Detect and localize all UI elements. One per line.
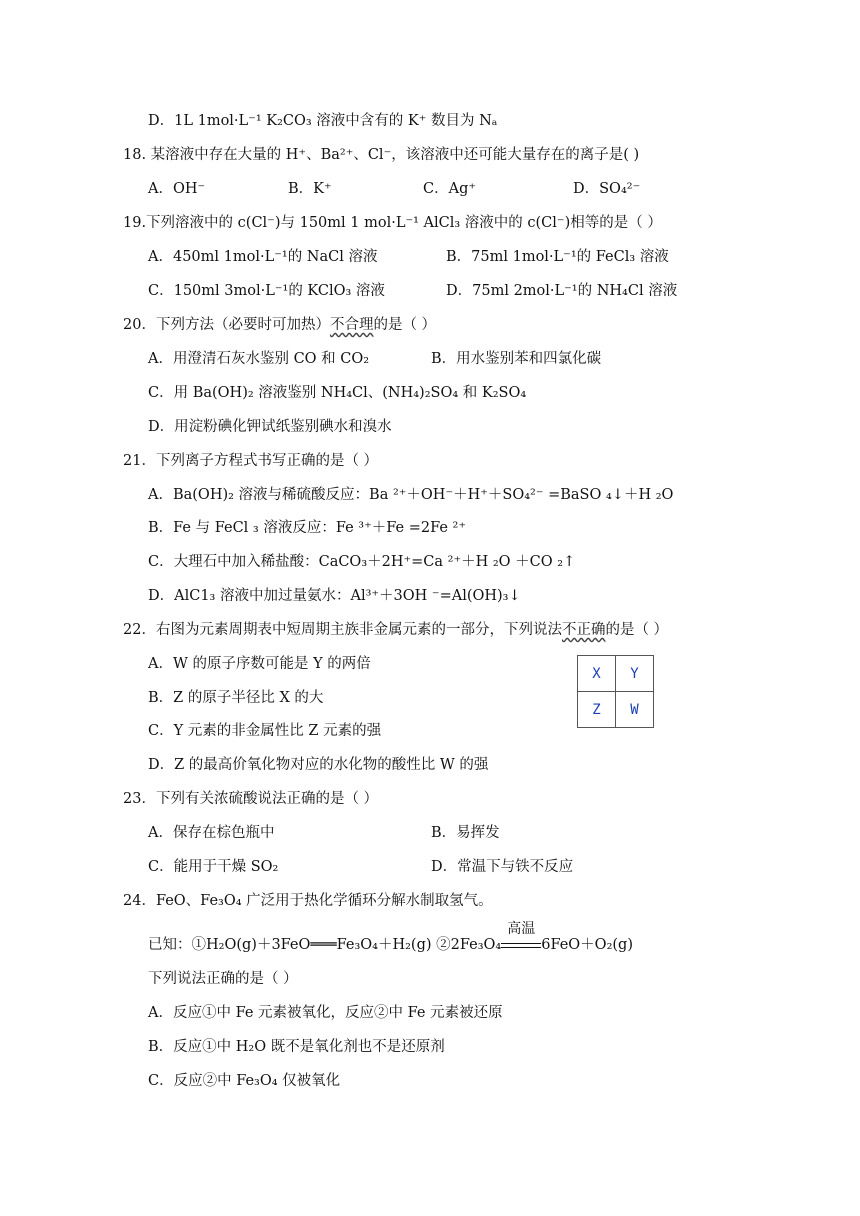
question-20 [123,315,436,335]
q18-option-a: A．OH⁻ [148,181,206,197]
question-19: 19.下列溶液中的 c(Cl⁻)与 150ml 1 mol·L⁻¹ AlCl₃ 溶液中的 c(Cl⁻)相等的是（ ） [123,215,662,231]
question-22 [123,620,668,640]
q22-option-c: C．Y 元素的非金属性比 Z 元素的强 [148,723,382,739]
q20-stem: 20．下列方法（必要时可加热） [123,317,330,333]
q24-reaction-2: 6FeO＋O₂(g) [541,937,633,953]
q24-option-a: A．反应①中 Fe 元素被氧化，反应②中 Fe 元素被还原 [148,1005,503,1021]
q19-option-b: B．75ml 1mol·L⁻¹的 FeCl₃ 溶液 [446,249,669,265]
q20-emphasis: 不合理 [329,317,374,333]
high-temp-condition [501,921,541,955]
q22-option-b: B．Z 的原子半径比 X 的大 [148,690,324,706]
q21-option-c: C．大理石中加入稀盐酸：CaCO₃＋2H⁺=Ca ²⁺＋H ₂O ＋CO ₂↑ [148,554,576,570]
periodic-table-fragment [577,655,654,728]
q18-option-c: C．Ag⁺ [423,181,477,197]
q19-option-a: A．450ml 1mol·L⁻¹的 NaCl 溶液 [148,249,378,265]
q20-option-a: A．用澄清石灰水鉴别 CO 和 CO₂ [148,351,370,367]
q24-option-c: C．反应②中 Fe₃O₄ 仅被氧化 [148,1073,341,1089]
q18-option-b: B．K⁺ [288,181,332,197]
q21-option-a: A．Ba(OH)₂ 溶液与稀硫酸反应：Ba ²⁺＋OH⁻＋H⁺＋SO₄²⁻ =BaSO ₄↓＋H ₂O [148,487,674,503]
question-18: 18. 某溶液中存在大量的 H⁺、Ba²⁺、Cl⁻，该溶液中还可能大量存在的离子是( ) [123,147,640,163]
q23-option-b: B．易挥发 [431,825,500,841]
q22-option-d: D．Z 的最高价氧化物对应的水化物的酸性比 W 的强 [148,757,489,773]
q22-emphasis: 不正确 [561,622,606,638]
q23-option-c: C．能用于干燥 SO₂ [148,859,279,875]
q19-option-d: D．75ml 2mol·L⁻¹的 NH₄Cl 溶液 [446,283,678,299]
q17-option-d: D．1L 1mol·L⁻¹ K₂CO₃ 溶液中含有的 K⁺ 数目为 Nₐ [148,113,498,129]
q22-stem-tail: 的是（ ） [605,622,669,638]
question-24: 24．FeO、Fe₃O₄ 广泛用于热化学循环分解水制取氢气。 [123,893,493,909]
element-z: Z [578,692,616,728]
question-23: 23．下列有关浓硫酸说法正确的是（ ） [123,791,379,807]
q20-option-d: D．用淀粉碘化钾试纸鉴别碘水和溴水 [148,419,392,435]
element-y: Y [616,656,654,692]
condition-label: 高温 [507,921,536,937]
q24-stem: 下列说法正确的是（ ） [148,971,298,987]
q21-option-d: D．AlC1₃ 溶液中加过量氨水：Al³⁺＋3OH ⁻=Al(OH)₃↓ [148,588,521,604]
element-w: W [616,692,654,728]
element-x: X [578,656,616,692]
q20-option-c: C．用 Ba(OH)₂ 溶液鉴别 NH₄Cl、(NH₄)₂SO₄ 和 K₂SO₄ [148,385,527,401]
q20-option-b: B．用水鉴别苯和四氯化碳 [431,351,602,367]
q24-given-reactions [148,921,633,955]
q22-option-a: A．W 的原子序数可能是 Y 的两倍 [148,656,371,672]
q23-option-d: D．常温下与铁不反应 [431,859,574,875]
q20-stem-tail: 的是（ ） [373,317,437,333]
q24-reaction-1: 已知：①H₂O(g)＋3FeO═══Fe₃O₄＋H₂(g) ②2Fe₃O₄ [148,937,502,953]
question-21: 21．下列离子方程式书写正确的是（ ） [123,453,379,469]
q23-option-a: A．保存在棕色瓶中 [148,825,275,841]
q24-option-b: B．反应①中 H₂O 既不是氧化剂也不是还原剂 [148,1039,445,1055]
equals-sign [501,943,541,948]
q22-stem: 22．右图为元素周期表中短周期主族非金属元素的一部分，下列说法 [123,622,562,638]
q21-option-b: B．Fe 与 FeCl ₃ 溶液反应：Fe ³⁺＋Fe =2Fe ²⁺ [148,520,467,536]
q18-option-d: D．SO₄²⁻ [573,181,641,197]
q19-option-c: C．150ml 3mol·L⁻¹的 KClO₃ 溶液 [148,283,385,299]
